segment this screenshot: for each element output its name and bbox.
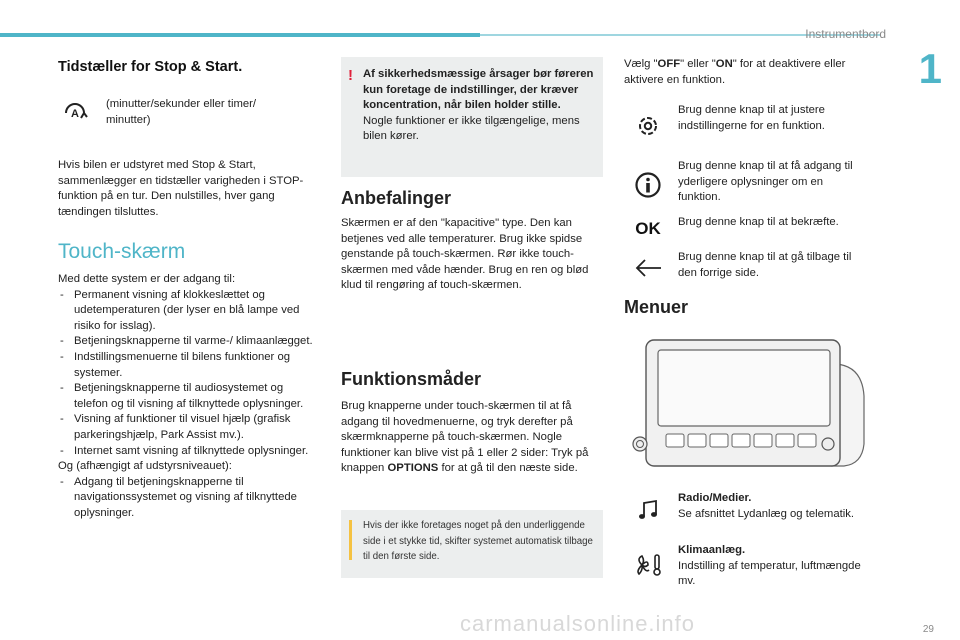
radio-menu-row	[624, 491, 874, 522]
back-button-text: Brug denne knap til at gå tilbage til den forrige side.	[678, 251, 852, 279]
climate-menu-desc: Indstilling af temperatur, luftmængde mv.	[678, 559, 861, 588]
intro-text: " for at deaktivere eller aktivere en funktion.	[624, 58, 846, 86]
climate-menu-text	[672, 543, 862, 590]
radio-menu-text	[672, 491, 862, 522]
touch-feature-list	[58, 288, 320, 460]
list-item: - Betjeningsknapperne til varme-/ klimaanlægget.	[58, 334, 320, 350]
stop-start-note: (minutter/sekunder eller timer/ minutter)	[106, 98, 257, 126]
touch-screen-intro: Med dette system er der adgang til:	[58, 273, 236, 285]
info-button-row	[624, 159, 874, 206]
list-item: - Internet samt visning af tilknyttede oplysninger.	[58, 444, 320, 460]
touch-screen-title: Touch-skærm	[58, 240, 186, 263]
settings-button-text: Brug denne knap til at justere indstillingerne for en funktion.	[678, 104, 825, 132]
list-item: - Indstillingsmenuerne til bilens funktioner og systemer.	[58, 350, 320, 381]
options-keyword: OPTIONS	[387, 462, 439, 475]
music-note-icon	[624, 491, 672, 521]
touch-screen-section	[58, 272, 320, 522]
warning-text: Nogle funktioner er ikke tilgængelige, mens bilen kører.	[363, 114, 580, 143]
climate-menu-row	[624, 543, 874, 590]
touch-feature-list-2	[58, 475, 320, 522]
settings-icon	[624, 103, 672, 139]
list-item: - Adgang til betjeningsknapperne til navigationssystemet og visning af tilknyttede oplysninger.	[58, 475, 320, 522]
stop-start-body: Hvis bilen er udstyret med Stop & Start, sammenlægger en tidstæller varigheden i STOP-funktion på en tur. Den nulstilles, hver gang tændingen tilsluttes.	[58, 159, 304, 218]
svg-text:A: A	[71, 108, 79, 120]
climate-menu-title: Klimaanlæg.	[678, 544, 746, 556]
off-on-intro	[624, 57, 874, 88]
watermark: carmanualsonline.info	[460, 611, 696, 636]
modes-title: Funktionsmåder	[341, 369, 482, 389]
section-title: Instrumentbord	[805, 27, 886, 41]
climate-fan-icon	[624, 543, 672, 577]
radio-menu-title: Radio/Medier.	[678, 492, 752, 504]
list-item: - Visning af funktioner til visuel hjælp (grafisk parkeringshjælp, Park Assist mv.).	[58, 412, 320, 443]
back-button-row	[624, 250, 874, 281]
touch-dependent-note: Og (afhængigt af udstyrsniveauet):	[58, 460, 232, 473]
modes-body-part1: Brug knapperne under touch-skærmen til at få adgang til hovedmenuerne, og tryk derefter på skærmknapperne på touch-skærmen. Nogle funktioner kan blive vist på 1 eller 2 sider: Tryk på knappen	[341, 400, 589, 475]
modes-body-part2: for at gå til den næste side.	[441, 462, 578, 475]
page-number: 29	[922, 624, 934, 635]
settings-button-row	[624, 103, 874, 139]
list-item: - Permanent visning af klokkeslættet og udetemperaturen (der lyser en blå lampe ved risiko for isslag).	[58, 288, 320, 335]
touchscreen-illustration	[632, 336, 868, 481]
info-button-text: Brug denne knap til at få adgang til yderligere oplysninger om en funktion.	[678, 160, 853, 204]
info-note-box	[341, 510, 603, 578]
chapter-number: 1	[918, 45, 942, 92]
back-arrow-icon	[624, 250, 672, 278]
info-icon	[624, 159, 672, 199]
recommendations-body: Skærmen er af den "kapacitive" type. Den kan betjenes ved alle temperaturer. Brug ikke spidse genstande på touch-skærmen. Rør ikke touch-skærmen med våde hænder. Brug en ren og blød klud til rengøring af touch-skærmen.	[341, 217, 589, 292]
ok-icon	[624, 215, 672, 239]
auto-stop-icon	[56, 97, 94, 125]
modes-body	[341, 399, 603, 477]
info-note-text: Hvis der ikke foretages noget på den underliggende side i et stykke tid, skifter systemet automatisk tilbage til den første side.	[363, 520, 593, 562]
recommendations-title: Anbefalinger	[341, 188, 452, 208]
intro-text: Vælg "	[624, 58, 658, 70]
ok-button-text: Brug denne knap til at bekræfte.	[678, 216, 839, 228]
off-keyword: OFF	[657, 58, 681, 70]
menus-title: Menuer	[624, 297, 689, 317]
warning-icon: !	[348, 67, 353, 84]
warning-bold-text: Af sikkerhedsmæssige årsager bør føreren kun foretage de indstillinger, der kræver koncentration, når bilen holder stille.	[363, 68, 594, 112]
radio-menu-desc: Se afsnittet Lydanlæg og telematik.	[678, 507, 855, 520]
safety-warning-box	[341, 57, 603, 177]
list-item: - Betjeningsknapperne til audiosystemet og telefon og til visning af tilknyttede oplysninger.	[58, 381, 320, 412]
stop-start-title: Tidstæller for Stop & Start.	[58, 59, 243, 75]
intro-text: " eller "	[680, 58, 716, 70]
header-accent-bar	[0, 33, 480, 37]
info-marker-icon	[349, 520, 352, 560]
on-keyword: ON	[715, 58, 733, 70]
ok-label: OK	[635, 219, 661, 238]
ok-button-row	[624, 215, 874, 239]
stop-start-icon-row	[56, 97, 320, 128]
